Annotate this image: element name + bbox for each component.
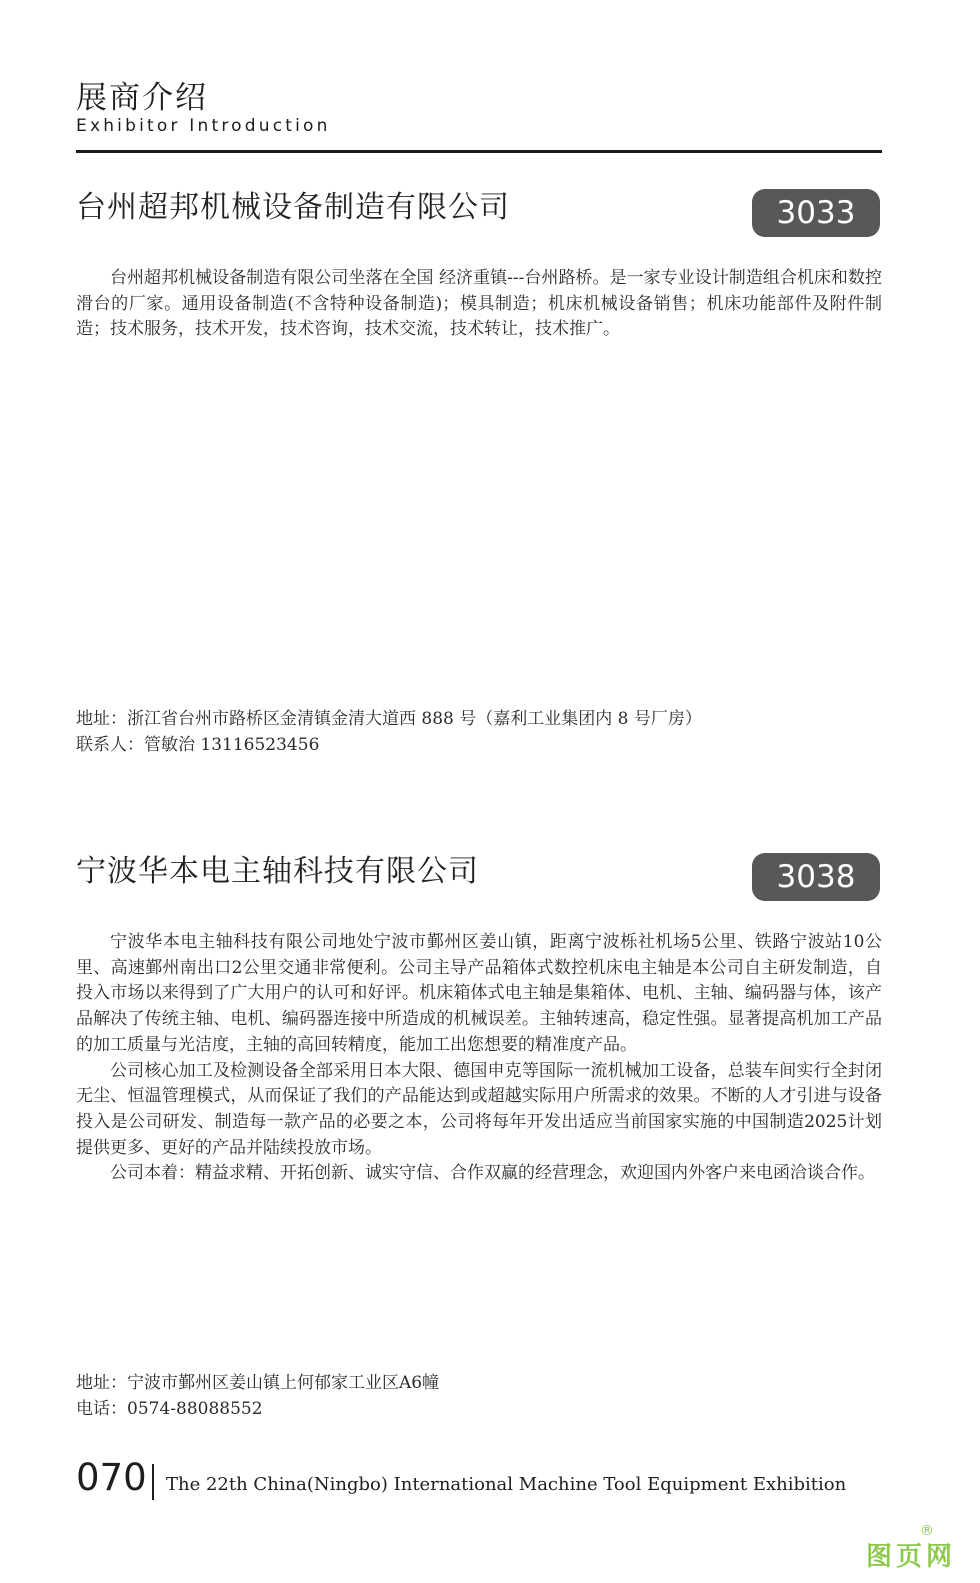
description-paragraph: 台州超邦机械设备制造有限公司坐落在全国 经济重镇---台州路桥。是一家专业设计制造组合机床和数控滑台的厂家。通用设备制造(不含特种设备制造)；模具制造；机床机械设备销售；机床功能部件及附件制造；技术服务，技术开发，技术咨询，技术交流，技术转让，技术推广。 — [76, 268, 882, 340]
page-number: 070 — [76, 1456, 147, 1499]
watermark-logo: 图页网 — [865, 1542, 956, 1572]
exhibition-title: The 22th China(Ningbo) International Machine Tool Equipment Exhibition — [166, 1474, 847, 1495]
company-contact: 联系人：管敏治 13116523456 — [76, 735, 320, 755]
company-name: 台州超邦机械设备制造有限公司 — [76, 190, 510, 225]
footer-divider — [152, 1464, 154, 1500]
section-subtitle: Exhibitor Introduction — [76, 116, 331, 136]
description-paragraph: 公司本着：精益求精、开拓创新、诚实守信、合作双赢的经营理念，欢迎国内外客户来电函洽谈合作。 — [110, 1163, 875, 1184]
description-paragraph: 公司核心加工及检测设备全部采用日本大限、德国申克等国际一流机械加工设备，总装车间实行全封闭无尘、恒温管理模式，从而保证了我们的产品能达到或超越实际用户所需求的效果。不断的人才引进与设备投入是公司研发、制造每一款产品的必要之本，公司将每年开发出适应当前国家实施的中国制造2025计划提供更多、更好的产品并陆续投放市场。 — [76, 1060, 882, 1158]
company-address: 地址：浙江省台州市路桥区金清镇金清大道西 888 号（嘉利工业集团内 8 号厂房） — [76, 709, 702, 729]
company-name: 宁波华本电主轴科技有限公司 — [76, 854, 479, 889]
description-paragraph: 宁波华本电主轴科技有限公司地处宁波市鄞州区姜山镇，距离宁波栎社机场5公里、铁路宁波站10公里、高速鄞州南出口2公里交通非常便利。公司主导产品箱体式数控机床电主轴是本公司自主研发制造，自投入市场以来得到了广大用户的认可和好评。机床箱体式电主轴是集箱体、电机、主轴、编码器与体，该产品解决了传统主轴、电机、编码器连接中所造成的机械误差。主轴转速高，稳定性强。显著提高机加工产品的加工质量与光洁度，主轴的高回转精度，能加工出您想要的精准度产品。 — [76, 932, 882, 1055]
booth-number-badge: 3038 — [752, 853, 880, 901]
company-address: 地址：宁波市鄞州区姜山镇上何郁家工业区A6幢 — [76, 1373, 440, 1393]
booth-number-badge: 3033 — [752, 189, 880, 237]
company-contact: 电话：0574-88088552 — [76, 1399, 263, 1419]
header-divider — [76, 150, 882, 153]
company-description — [76, 930, 882, 1187]
company-description — [76, 266, 882, 343]
section-title: 展商介绍 — [76, 80, 208, 116]
registered-mark: ® — [920, 1523, 934, 1539]
